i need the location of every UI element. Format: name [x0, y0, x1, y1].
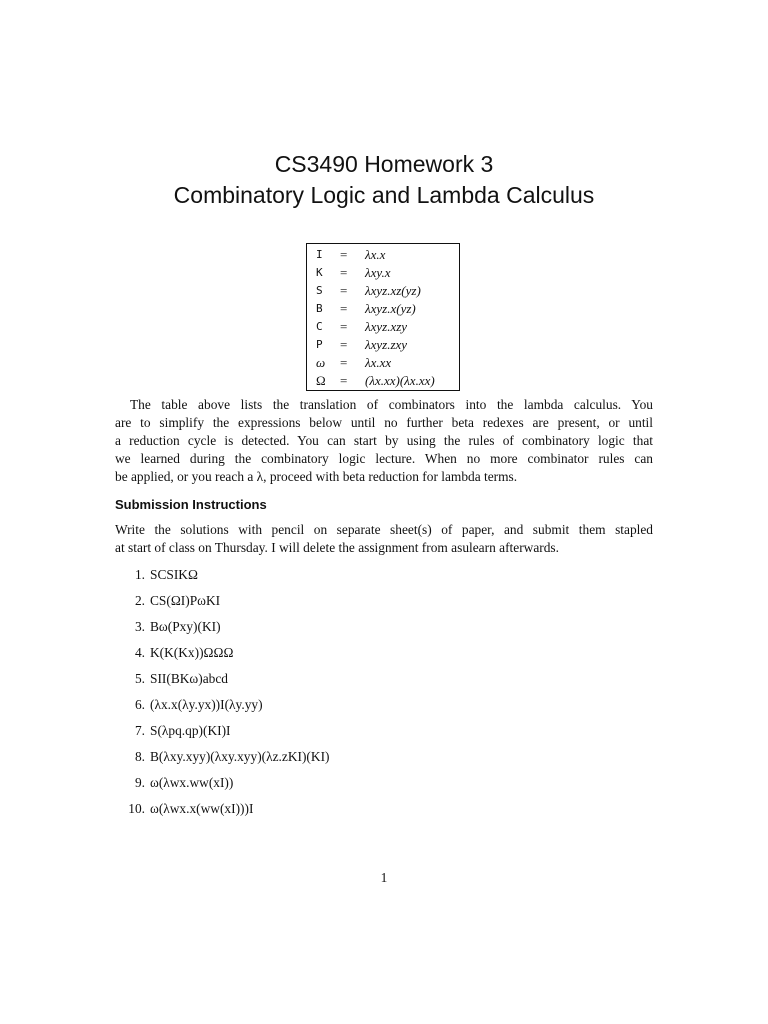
submission-paragraph — [115, 521, 653, 557]
problem-number: 8. — [134, 749, 145, 764]
problem-expression: SII(BKω)abcd — [150, 671, 228, 686]
problem-expression: S(λpq.qp)(KI)I — [150, 723, 231, 738]
equals-sign: = — [340, 283, 348, 298]
problem-item — [115, 644, 615, 662]
combinator-symbol: I — [316, 248, 323, 261]
combinator-row-s — [307, 282, 461, 300]
problem-item — [115, 592, 615, 610]
problem-expression: CS(ΩI)PωKI — [150, 593, 221, 608]
combinator-definition: λxy.x — [365, 265, 391, 280]
paragraph-line: are to simplify the expressions below until no further beta redexes are present, or until — [115, 415, 653, 430]
paragraph-line: Write the solutions with pencil on separate sheet(s) of paper, and submit them stapled — [115, 522, 653, 537]
equals-sign: = — [340, 319, 348, 334]
combinator-row-k — [307, 264, 461, 282]
equals-sign: = — [340, 247, 348, 262]
submission-heading: Submission Instructions — [115, 497, 267, 512]
combinator-definition: λxyz.xzy — [365, 319, 408, 334]
combinator-row-big-omega — [307, 372, 461, 390]
document-title-line-2: Combinatory Logic and Lambda Calculus — [173, 182, 595, 208]
paragraph-line: we learned during the combinatory logic lecture. When no more combinator rules can — [115, 451, 653, 466]
combinator-definition: λx.xx — [365, 355, 392, 370]
paragraph-line: a reduction cycle is detected. You can start by using the rules of combinatory logic that — [115, 433, 653, 448]
combinator-definition: λxyz.x(yz) — [365, 301, 416, 316]
problem-expression: B(λxy.xyy)(λxy.xyy)(λz.zKI)(KI) — [150, 749, 330, 764]
problem-number: 5. — [134, 671, 145, 686]
equals-sign: = — [340, 355, 348, 370]
problem-number: 4. — [134, 645, 145, 660]
equals-sign: = — [340, 265, 348, 280]
problem-number: 6. — [134, 697, 145, 712]
combinator-row-i — [307, 246, 461, 264]
combinator-symbol: P — [316, 338, 323, 351]
paragraph-line: be applied, or you reach a λ, proceed with beta reduction for lambda terms. — [115, 469, 518, 484]
intro-paragraph — [115, 396, 653, 486]
combinator-definition: λxyz.xz(yz) — [365, 283, 421, 298]
problem-number: 10. — [128, 801, 145, 816]
problem-expression: ω(λwx.x(ww(xI)))I — [150, 801, 254, 816]
problem-item — [115, 670, 615, 688]
paragraph-line: at start of class on Thursday. I will delete the assignment from asulearn afterwards. — [115, 540, 559, 555]
document-title-line-1: CS3490 Homework 3 — [274, 151, 494, 177]
equals-sign: = — [340, 301, 348, 316]
problem-item — [115, 566, 615, 584]
combinator-row-omega — [307, 354, 461, 372]
problem-expression: Bω(Pxy)(KI) — [150, 619, 221, 634]
problem-item — [115, 774, 615, 792]
combinator-table — [306, 243, 460, 391]
problem-number: 2. — [134, 593, 145, 608]
combinator-symbol: K — [316, 266, 323, 279]
problem-expression: SCSIKΩ — [150, 567, 198, 582]
equals-sign: = — [340, 337, 348, 352]
equals-sign: = — [340, 373, 348, 388]
page-number: 1 — [380, 870, 388, 885]
problem-item — [115, 722, 615, 740]
combinator-row-p — [307, 336, 461, 354]
combinator-symbol: ω — [316, 355, 326, 370]
combinator-definition: λx.x — [365, 247, 386, 262]
combinator-symbol: S — [316, 284, 323, 297]
problem-number: 9. — [134, 775, 145, 790]
combinator-symbol: B — [316, 302, 323, 315]
combinator-definition: (λx.xx)(λx.xx) — [365, 373, 435, 388]
combinator-symbol: Ω — [316, 373, 326, 388]
combinator-definition: λxyz.zxy — [365, 337, 408, 352]
problem-item — [115, 618, 615, 636]
problem-number: 1. — [134, 567, 145, 582]
paragraph-line: The table above lists the translation of combinators into the lambda calculus. You — [130, 397, 653, 412]
combinator-row-b — [307, 300, 461, 318]
problem-number: 3. — [134, 619, 145, 634]
problem-item — [115, 800, 615, 818]
problem-item — [115, 748, 615, 766]
combinator-symbol: C — [316, 320, 323, 333]
problem-item — [115, 696, 615, 714]
problem-expression: (λx.x(λy.yx))I(λy.yy) — [150, 697, 263, 712]
problem-expression: ω(λwx.ww(xI)) — [150, 775, 234, 790]
problem-expression: K(K(Kx))ΩΩΩ — [150, 645, 234, 660]
problem-number: 7. — [134, 723, 145, 738]
combinator-row-c — [307, 318, 461, 336]
